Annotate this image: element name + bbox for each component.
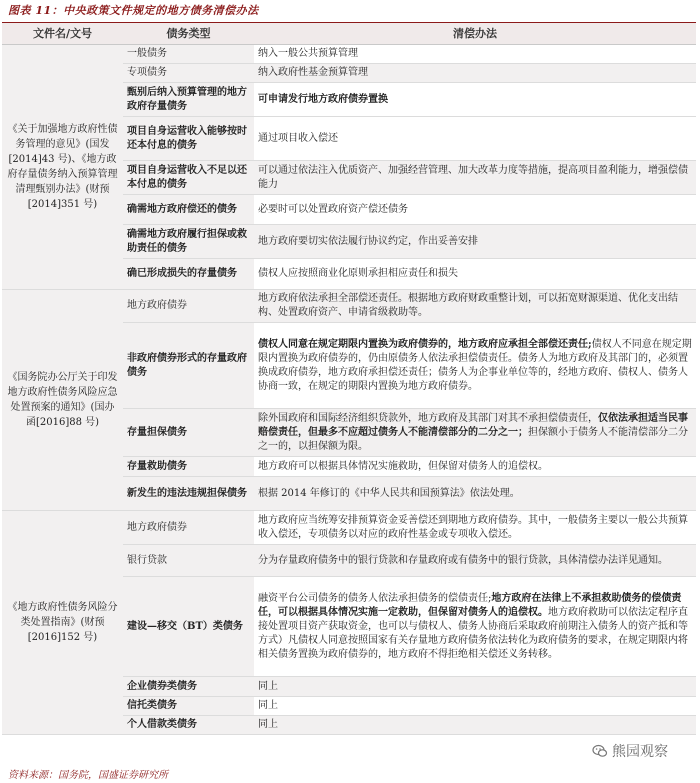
repay-method: 纳入政府性基金预算管理 bbox=[254, 64, 696, 83]
debt-type: 一般债务 bbox=[123, 45, 254, 64]
repay-method-bold: 债权人同意在规定期限内置换为政府债券的，地方政府应承担全部偿还责任; bbox=[258, 338, 592, 350]
repay-method-bold: 仅依法承担适当民事赔偿责任，但最多不应超过债务人不能清偿部分的二分之一； bbox=[258, 412, 688, 438]
debt-type: 甄别后纳入预算管理的地方政府存量债务 bbox=[123, 83, 254, 117]
debt-type: 地方政府债券 bbox=[123, 511, 254, 545]
repay-method: 通过项目收入偿还 bbox=[254, 117, 696, 161]
table-row bbox=[2, 290, 696, 323]
repay-method: 纳入一般公共预算管理 bbox=[254, 45, 696, 64]
repay-method bbox=[254, 577, 696, 677]
debt-type: 银行贷款 bbox=[123, 545, 254, 577]
table-row bbox=[2, 511, 696, 545]
debt-type: 确已形成损失的存量债务 bbox=[123, 259, 254, 290]
debt-type: 项目自身运营收入能够按时还本付息的债务 bbox=[123, 117, 254, 161]
debt-type: 确需地方政府履行担保或救助责任的债务 bbox=[123, 225, 254, 259]
repay-method: 同上 bbox=[254, 716, 696, 735]
wechat-icon bbox=[592, 743, 608, 759]
repay-method bbox=[254, 323, 696, 409]
doc-cell: 《地方政府性债务风险分类处置指南》(财预[2016]152 号) bbox=[2, 511, 123, 735]
repay-method: 可申请发行地方政府债券置换 bbox=[254, 83, 696, 117]
debt-type: 地方政府债券 bbox=[123, 290, 254, 323]
doc-cell: 《国务院办公厅关于印发地方政府性债务风险应急处置预案的通知》(国办函[2016]88 号) bbox=[2, 290, 123, 511]
debt-type: 非政府债券形式的存量政府债务 bbox=[123, 323, 254, 409]
debt-type: 个人借款类债务 bbox=[123, 716, 254, 735]
table-header-row bbox=[2, 23, 696, 45]
repay-method: 同上 bbox=[254, 697, 696, 716]
repay-method: 地方政府可以根据具体情况实施救助，但保留对债务人的追偿权。 bbox=[254, 457, 696, 477]
table-row bbox=[2, 45, 696, 64]
repay-method: 地方政府要切实依法履行协议约定，作出妥善安排 bbox=[254, 225, 696, 259]
repay-method: 分为存量政府债务中的银行贷款和存量政府或有债务中的银行贷款，具体清偿办法详见通知。 bbox=[254, 545, 696, 577]
repay-method bbox=[254, 409, 696, 457]
header-method: 清偿办法 bbox=[254, 23, 696, 45]
header-doc: 文件名/文号 bbox=[2, 23, 123, 45]
source-note: 资料来源：国务院，国盛证券研究所 bbox=[8, 770, 168, 781]
repay-method: 必要时可以处置政府资产偿还债务 bbox=[254, 195, 696, 225]
repay-method-tail: 地方政府救助可以依法定程序直接处置项目资产获取资金，也可以与债权人、债务人协商后采取政府前期注入债务人的资产抵和等方式）凡债权人同意按照国家有关存量地方政府债务依法转化为政府债务的要求，在规定期限内将相关债务置换为政府债券的，地方政府不得拒绝相关偿还义务转移。 bbox=[258, 606, 688, 660]
watermark bbox=[592, 741, 668, 761]
repay-method-lead: 除外国政府和国际经济组织贷款外，地方政府及其部门对其不承担偿债责任， bbox=[258, 412, 598, 424]
debt-type: 新发生的违法违规担保债务 bbox=[123, 477, 254, 511]
repay-method: 债权人应按照商业化原则承担相应责任和损失 bbox=[254, 259, 696, 290]
figure-title: 图表 11：中央政策文件规定的地方债务清偿办法 bbox=[8, 4, 259, 17]
watermark-text: 熊园观察 bbox=[612, 744, 668, 760]
debt-type: 存量担保债务 bbox=[123, 409, 254, 457]
debt-type: 专项债务 bbox=[123, 64, 254, 83]
doc-cell: 《关于加强地方政府性债务管理的意见》(国发[2014]43 号)、《地方政府存量债务纳入预算管理清理甄别办法》(财预[2014]351 号) bbox=[2, 45, 123, 290]
debt-type: 建设—移交（BT）类债务 bbox=[123, 577, 254, 677]
header-type: 债务类型 bbox=[123, 23, 254, 45]
repay-method-lead: 融资平台公司债务的债务人依法承担债务的偿债责任; bbox=[258, 592, 492, 604]
repay-method: 同上 bbox=[254, 677, 696, 697]
debt-type: 项目自身运营收入不足以还本付息的债务 bbox=[123, 161, 254, 195]
repay-method-tail: 担保额小于债务人不能清偿部分二分之一的，以担保额为限。 bbox=[258, 426, 688, 452]
debt-type: 信托类债务 bbox=[123, 697, 254, 716]
repay-method: 可以通过依法注入优质资产、加强经营管理、加大改革力度等措施，提高项目盈利能力，增强偿债能力 bbox=[254, 161, 696, 195]
debt-type: 企业债券类债务 bbox=[123, 677, 254, 697]
debt-type: 确需地方政府偿还的债务 bbox=[123, 195, 254, 225]
repayment-table bbox=[2, 22, 696, 735]
repay-method: 地方政府应当统筹安排预算资金妥善偿还到期地方政府债券。其中，一般债务主要以一般公共预算收入偿还，专项债务以对应的政府性基金或专项收入偿还。 bbox=[254, 511, 696, 545]
repay-method: 根据 2014 年修订的《中华人民共和国预算法》依法处理。 bbox=[254, 477, 696, 511]
debt-type: 存量救助债务 bbox=[123, 457, 254, 477]
repay-method: 地方政府依法承担全部偿还责任。根据地方政府财政重整计划，可以拓宽财源渠道、优化支出结构、处置政府资产、申请省级救助等。 bbox=[254, 290, 696, 323]
repay-method-rest: 债权人不同意在规定期限内置换为政府债券的，仍由原债务人依法承担偿债责任。债务人为地方政府及其部门的，必须置换成政府债券，地方政府承担偿还责任；债务人为企事业单位等的，经地方政府、债权人、债务人协商一致，在规定的期限内置换为地方政府债券。 bbox=[258, 338, 692, 392]
repay-method-bold: 地方政府在法律上不承担救助债务的偿债责任，可以根据具体情况实施一定救助，但保留对债务人的追偿权。 bbox=[258, 592, 682, 618]
